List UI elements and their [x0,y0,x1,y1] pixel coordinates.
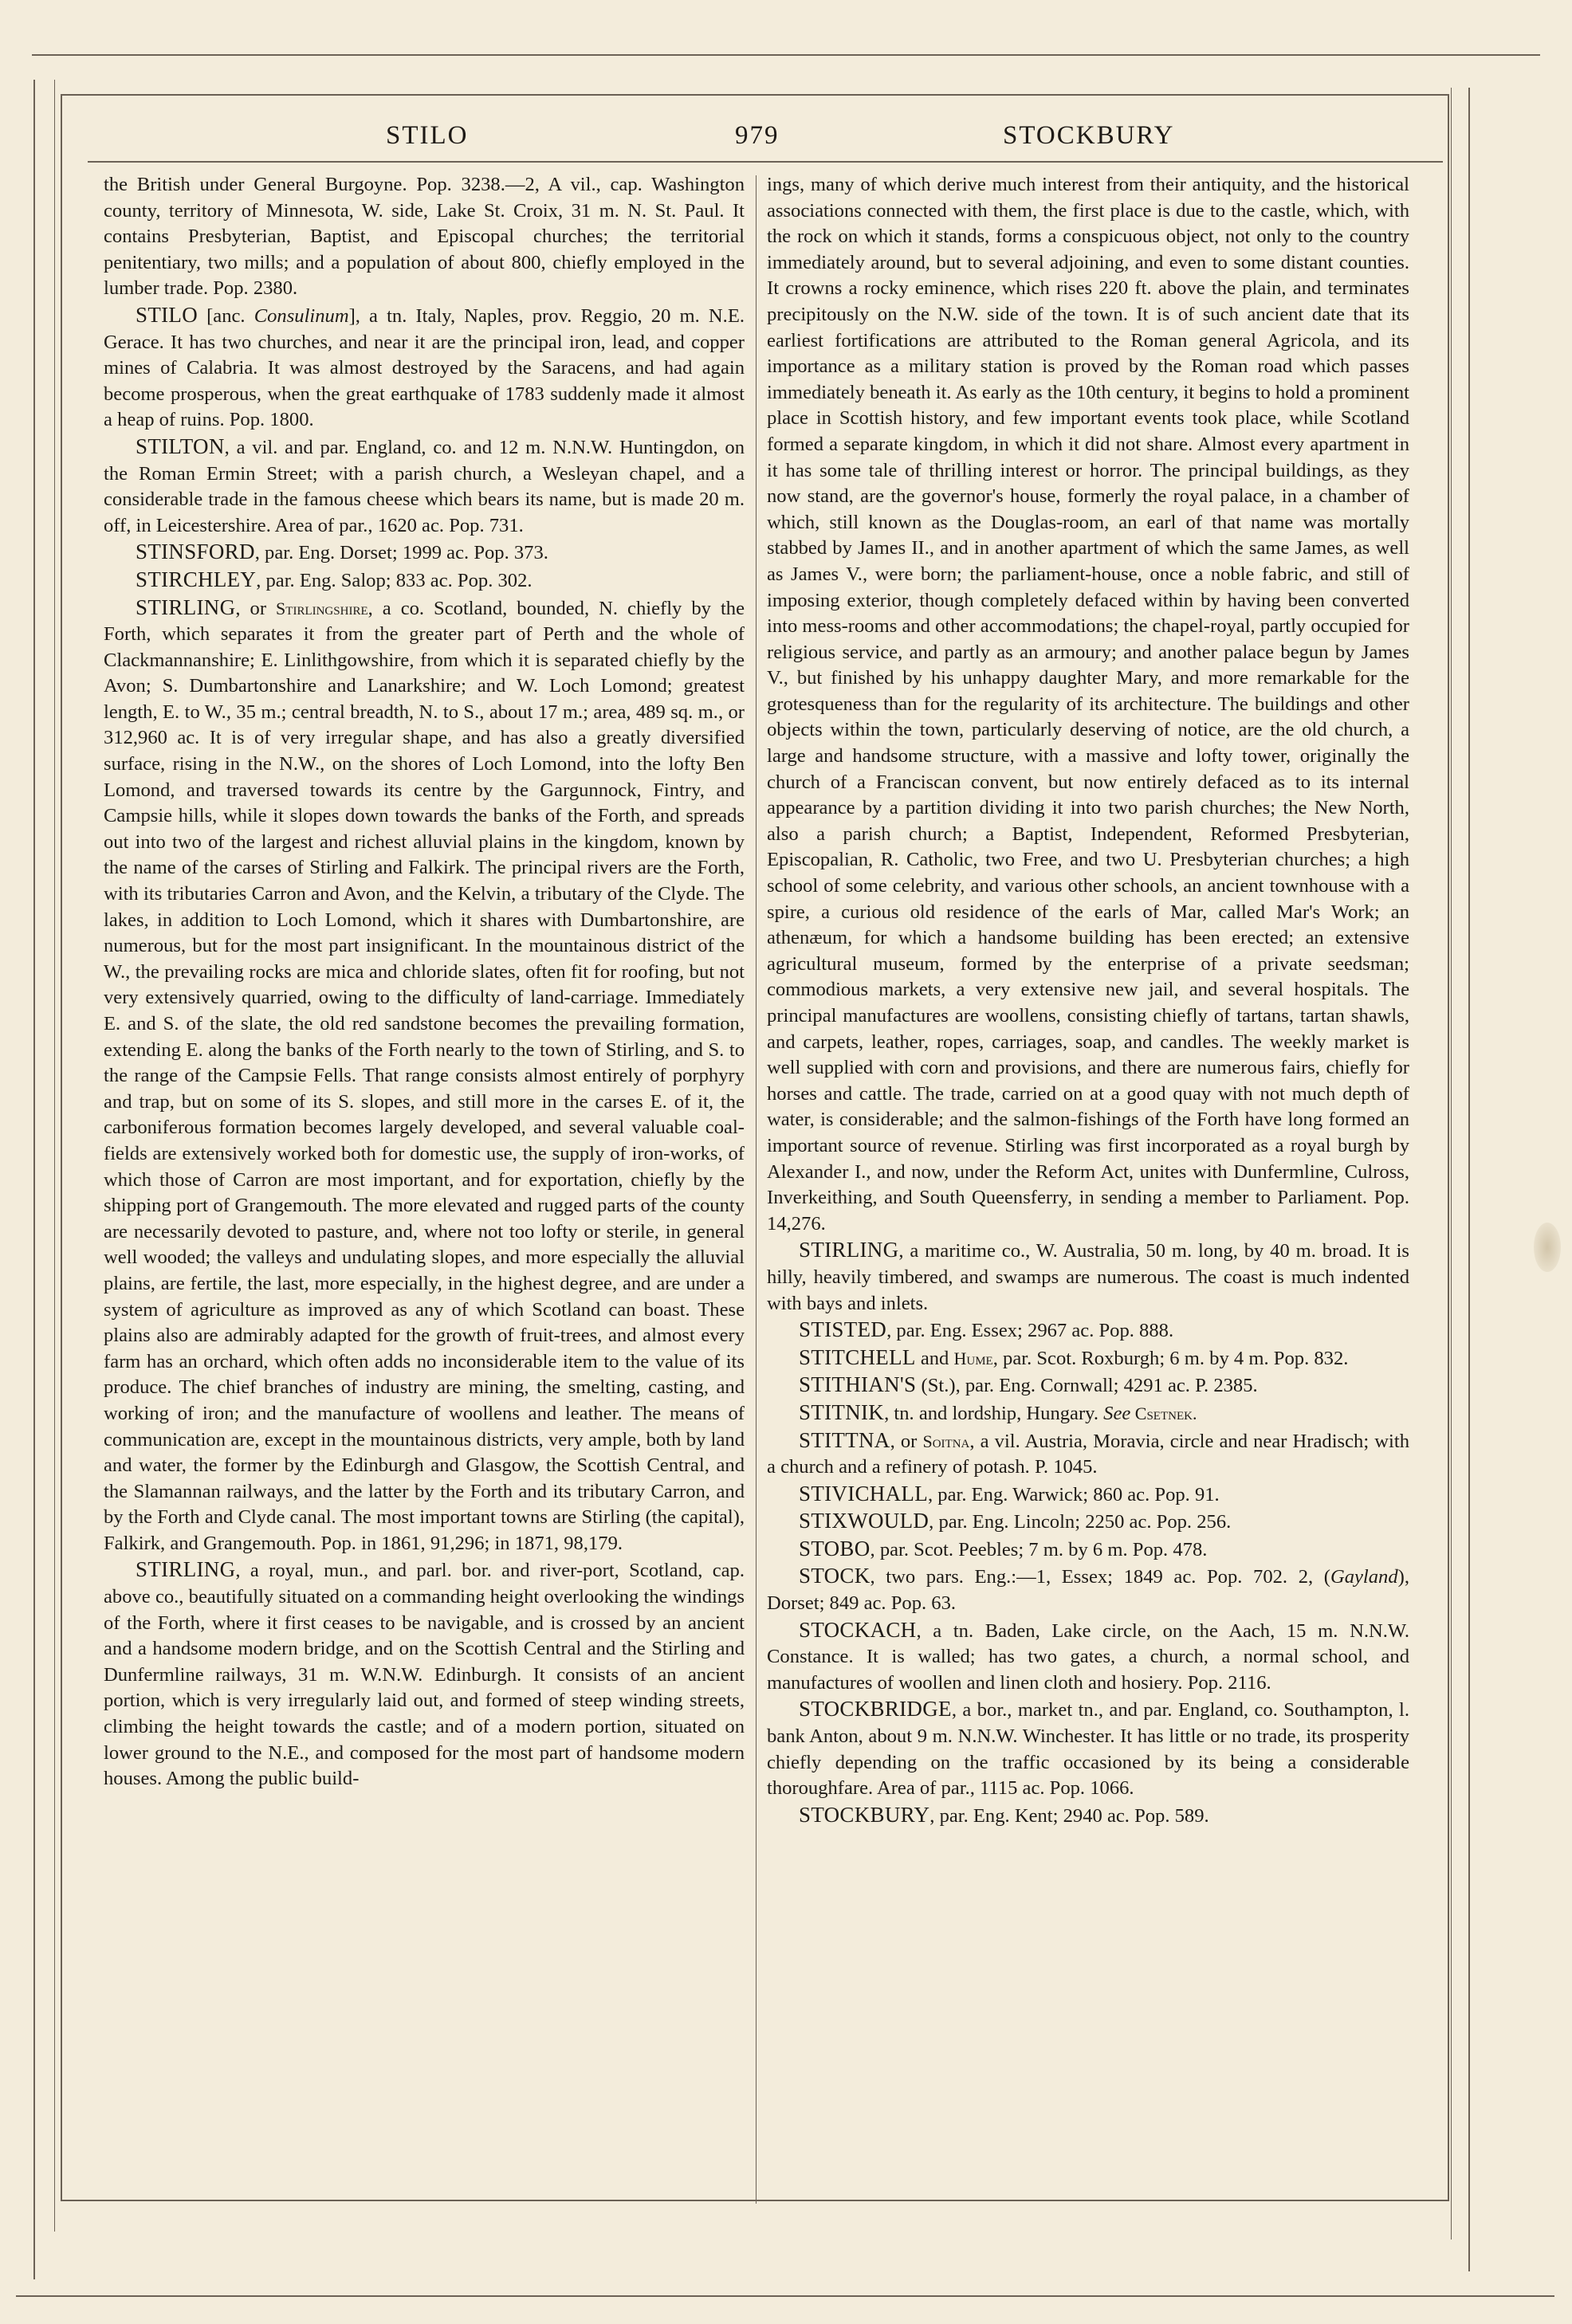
outer-rule-bottom [16,2295,1554,2297]
entry-stirchley: STIRCHLEY, par. Eng. Salop; 833 ac. Pop. 302. [136,567,533,591]
headword: STIRLING [136,595,236,619]
headword: STOCKBRIDGE [799,1697,952,1721]
headword: STOCK [799,1564,870,1588]
headword: STOCKACH [799,1617,917,1642]
entry-stithians: STITHIAN'S (St.), par. Eng. Cornwall; 4291 ac. P. 2385. [799,1372,1258,1397]
headword: STITHIAN'S [799,1372,917,1397]
header-right-word: STOCKBURY [1003,121,1175,150]
entry-stockach: STOCKACH, a tn. Baden, Lake circle, on the Aach, 15 m. N.N.W. Constance. It is walled; has two gates, a church, a normal school, and manufactures of woollen and linen cloth and hosiery. Pop. 2116. [767,1617,1409,1694]
headword: STISTED [799,1317,887,1342]
entry-stinsford: STINSFORD, par. Eng. Dorset; 1999 ac. Pop. 373. [136,540,548,564]
headword: STIRCHLEY [136,567,257,591]
outer-rule-right [1468,88,1470,2271]
entry-continuation: ings, many of which derive much interest from their antiquity, and the historical associations connected with them, the first place is due to the castle, which, with the rock on which it stands, forms a conspicuous object, not only to the country immediately around, but to several adjoining, and even to some distant counties. It crowns a rocky eminence, which rises 220 ft. above the plain, and terminates precipitously on the N.W. side of the town. It is of such ancient date that its earliest fortifications are attributed to the Roman general Agricola, and its importance as a military station is proved by the Roman road which passes immediately beneath it. As early as the 10th century, it begins to hold a prominent place in Scottish history, and few important events took place, while Scotland formed a separate kingdom, in which it did not share. Almost every apartment in it has some tale of thrilling interest or horror. The principal buildings, as they now stand, are the governor's house, formerly the royal palace, in a chamber of which, still known as the Douglas-room, an earl of that name was mortally stabbed by James II., and in another apartment of which the same James, as well as James V., were born; the parliament-house, once a noble fabric, and still of imposing exterior, though completely defaced within by having been converted into mess-rooms and other accommodations; the chapel-royal, partly occupied for religious service, and partly as an armoury; and another palace begun by James V., but finished by his unhappy daughter Mary, and more remarkable for the grotesqueness than for the regularity of its architecture. The buildings and other objects within the town, particularly deserving of notice, are the old church, a large and handsome structure, with a massive and lofty tower, originally the church of a Franciscan convent, but now entirely defaced as to its internal appearance by a partition dividing it into two parish churches; the New North, also a parish church; a Baptist, Independent, Reformed Presbyterian, Episcopalian, R. Catholic, two Free, and two U. Presbyterian churches; a high school of some celebrity, and various other schools, an ancient townhouse with a spire, a curious old residence of the earls of Mar, called Mar's Work; an athenæum, for which a handsome building has been erected; an extensive agricultural museum, formed by the enterprise of a private seedsman; commodious markets, a very extensive new jail, and several hospitals. The principal manufactures are woollens, consisting chiefly of tartans, tartan shawls, and carpets, leather, ropes, carriages, soap, and candles. The weekly market is well supplied with corn and provisions, and there are numerous fairs, chiefly for horses and cattle. The trade, carried on at a good quay with not much depth of water, is considerable; and the salmon-fishings of the Forth have long formed an important source of revenue. Stirling was first incorporated as a royal burgh by Alexander I., and now, under the Reform Act, unites with Dunfermline, Culross, Inverkeithing, and South Queensferry, in sending a member to Parliament. Pop. 14,276. [767,174,1409,1235]
headword: STILO [136,302,198,327]
entry-stirling-australia: STIRLING, a maritime co., W. Australia, 50 m. long, by 40 m. broad. It is hilly, heavily timbered, and swamps are numerous. The coast is much indented with bays and inlets. [767,1238,1409,1314]
header-left-word: STILO [386,121,469,150]
headword: STIVICHALL [799,1481,928,1505]
column-divider [756,175,757,2204]
page-number: 979 [735,121,780,150]
headword: STITTNA [799,1427,890,1452]
paper-stain [1534,1223,1561,1272]
entry-stisted: STISTED, par. Eng. Essex; 2967 ac. Pop. 888. [799,1317,1174,1342]
entry-stilton: STILTON, a vil. and par. England, co. and 12 m. N.N.W. Huntingdon, on the Roman Ermin Street; with a parish church, a Wesleyan chapel, and a considerable trade in the famous cheese which bears its name, but is made 20 m. off, in Leicestershire. Area of par., 1620 ac. Pop. 731. [104,434,745,536]
headword: STITNIK [799,1400,885,1424]
outer-rule-top [32,54,1540,56]
headword: STILTON [136,434,225,458]
left-column [104,172,745,1792]
headword: STOCKBURY [799,1802,930,1827]
entry-stobo: STOBO, par. Scot. Peebles; 7 m. by 6 m. Pop. 478. [799,1536,1208,1560]
entry-stitchell: STITCHELL and Hume, par. Scot. Roxburgh; 6 m. by 4 m. Pop. 832. [799,1345,1349,1369]
entry-stittna: STITTNA, or Soitna, a vil. Austria, Moravia, circle and near Hradisch; with a church and a refinery of potash. P. 1045. [767,1427,1410,1478]
inner-rule-left [54,80,55,2232]
headword: STINSFORD [136,540,255,564]
entry-stitnik: STITNIK, tn. and lordship, Hungary. See Csetnek. [799,1400,1197,1424]
right-column [767,172,1409,1829]
header-rule [88,161,1443,163]
outer-rule-left [33,80,35,2279]
headword: STIXWOULD [799,1509,929,1533]
headword: STIRLING [136,1557,236,1582]
entry-continuation: the British under General Burgoyne. Pop. 3238.—2, A vil., cap. Washington county, territory of Minnesota, W. side, Lake St. Croix, 31 m. N. St. Paul. It contains Presbyterian, Baptist, and Episcopal churches; the territorial penitentiary, two mills; and a population of about 800, chiefly employed in the lumber trade. Pop. 2380. [104,174,745,300]
inner-rule-right [1451,88,1452,2240]
headword: STIRLING [799,1238,899,1262]
headword: STITCHELL [799,1345,916,1369]
entry-stixwould: STIXWOULD, par. Eng. Lincoln; 2250 ac. Pop. 256. [799,1509,1232,1533]
entry-stilo: STILO [anc. Consulinum], a tn. Italy, Naples, prov. Reggio, 20 m. N.E. Gerace. It has two churches, and near it are the principal iron, lead, and copper mines of Calabria. It was almost destroyed by the Saracens, and had again become prosperous, when the great earthquake of 1783 suddenly made it almost a heap of ruins. Pop. 1800. [104,302,745,431]
entry-stock: STOCK, two pars. Eng.:—1, Essex; 1849 ac. Pop. 702. 2, (Gayland), Dorset; 849 ac. Pop. 63. [767,1564,1409,1615]
entry-stockbridge: STOCKBRIDGE, a bor., market tn., and par. England, co. Southampton, l. bank Anton, about 9 m. N.N.W. Winchester. It has little or no trade, its prosperity chiefly depending on the traffic occasioned by its being a considerable thoroughfare. Area of par., 1115 ac. Pop. 1066. [767,1697,1409,1800]
entry-stockbury: STOCKBURY, par. Eng. Kent; 2940 ac. Pop. 589. [799,1802,1209,1827]
entry-stirling-county: STIRLING, or Stirlingshire, a co. Scotland, bounded, N. chiefly by the Forth, which separates it from the greater part of Perth and the whole of Clackmannanshire; E. Linlithgowshire, from which it is separated chiefly by the Avon; S. Dumbartonshire and Lanarkshire; and W. Loch Lomond; greatest length, E. to W., 35 m.; central breadth, N. to S., about 17 m.; area, 489 sq. m., or 312,960 ac. It is of very irregular shape, and has also a greatly diversified surface, rising in the N.W., on the shores of Loch Lomond, into the lofty Ben Lomond, and traversed towards its centre by the Gargunnock, Fintry, and Campsie hills, while it slopes down towards the banks of the Forth, and spreads out into two of the largest and richest alluvial plains in the kingdom, known by the name of the carses of Stirling and Falkirk. The principal rivers are the Forth, with its tributaries Carron and Avon, and the Kelvin, a tributary of the Clyde. The lakes, in addition to Loch Lomond, which it shares with Dumbartonshire, are numerous, but for the most part insignificant. In the mountainous district of the W., the prevailing rocks are mica and chloride slates, often fit for roofing, but not very extensively quarried, owing to the difficulty of land-carriage. Immediately E. and S. of the slate, the old red sandstone becomes the prevailing formation, extending E. along the banks of the Forth nearly to the town of Stirling, and S. to the range of the Campsie Fells. That range consists almost entirely of porphyry and trap, but on some of its S. slopes, and still more in the carses E. of it, the carboniferous formation becomes largely developed, and several valuable coal-fields are extensively worked both for domestic use, the supply of iron-works, of which those of Carron are most important, and for exportation, chiefly by the shipping port of Grangemouth. The more elevated and rugged parts of the county are necessarily devoted to pasture, and, where not too lofty or sterile, in general well wooded; the valleys and undulating slopes, and more especially the alluvial plains, are fertile, the last, more especially, in the highest degree, and are under a system of agriculture as improved as any of which Scotland can boast. These plains also are admirably adapted for the growth of fruit-trees, and almost every farm has an orchard, which often adds no inconsiderable item to the value of its produce. The chief branches of industry are mining, the smelting, casting, and working of iron; and the manufacture of woollens and leather. The means of communication are, except in the mountainous districts, very ample, both by land and water, the former by the Edinburgh and Glasgow, the Scottish Central, and the Slamannan railways, and the latter by the Forth and its tributary Carron, and by the Forth and Clyde canal. The most important towns are Stirling (the capital), Falkirk, and Grangemouth. Pop. in 1861, 91,296; in 1871, 98,179. [104,595,745,1554]
headword: STOBO [799,1536,870,1560]
entry-stirling-burgh: STIRLING, a royal, mun., and parl. bor. and river-port, Scotland, cap. above co., beautifully situated on a commanding height overlooking the windings of the Forth, where it first ceases to be navigable, and is crossed by an ancient and a handsome modern bridge, and on the Scottish Central and the Stirling and Dunfermline railways, 31 m. W.N.W. Edinburgh. It consists of an ancient portion, which is very irregularly laid out, and formed of steep winding streets, climbing the height towards the castle; and of a modern portion, situated on lower ground to the N.E., and composed for the most part of handsome modern houses. Among the public build- [104,1557,745,1790]
entry-stivichall: STIVICHALL, par. Eng. Warwick; 860 ac. Pop. 91. [799,1481,1220,1505]
